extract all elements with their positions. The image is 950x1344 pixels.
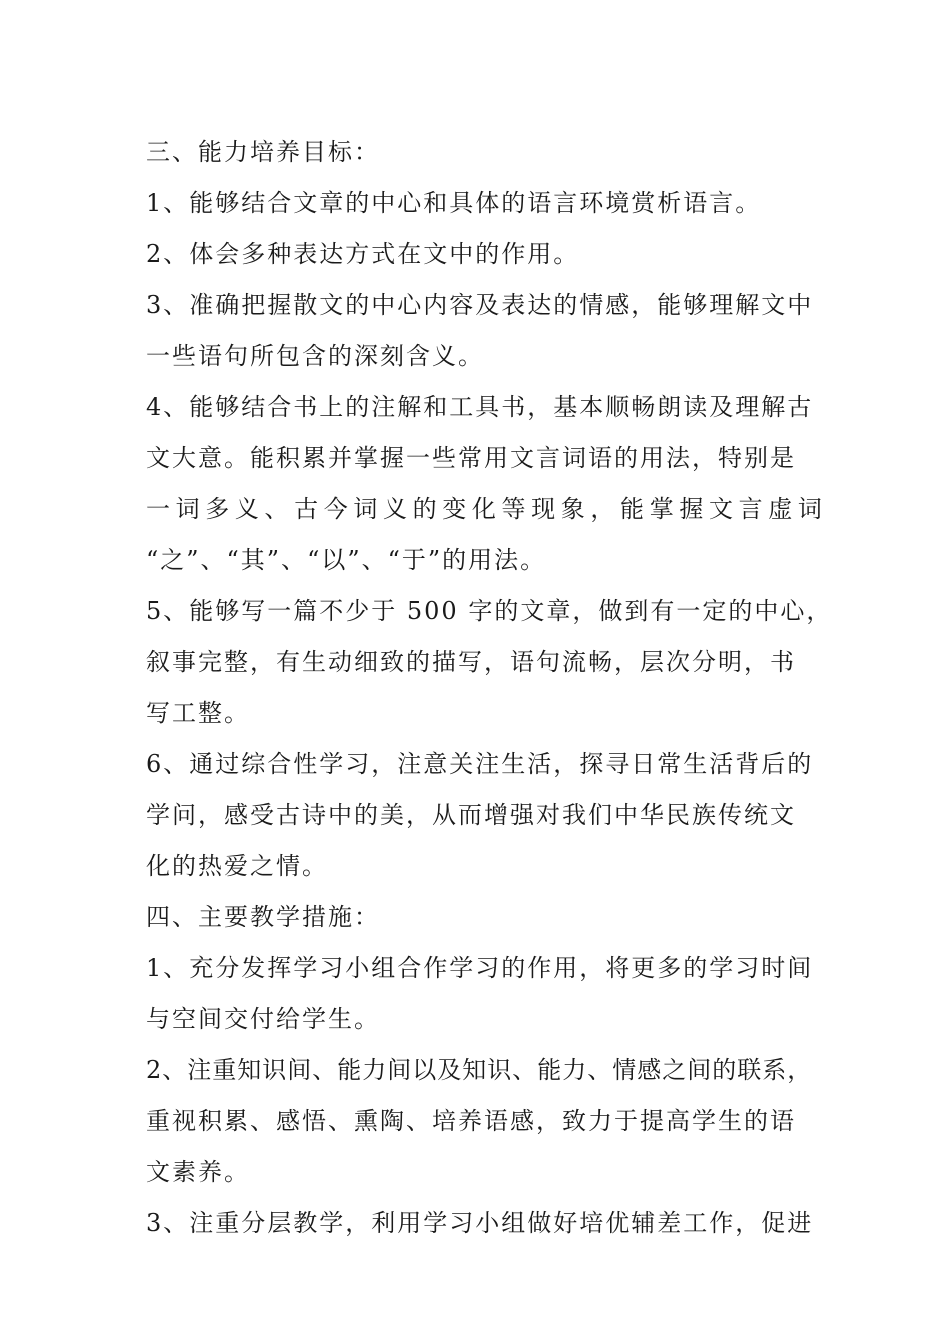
goal-item-4-line-3: 一 词 多 义 、 古 今 词 义 的 变 化 等 现 象 ， 能 掌 握 文 言 虚 词 (146, 495, 821, 523)
goal-item-6-line-1: 6、通过综合性学习，注意关注生活，探寻日常生活背后的 (146, 750, 814, 778)
measure-item-2-line-3: 文素养。 (146, 1158, 250, 1186)
measure-item-3-line-1: 3、注重分层教学，利用学习小组做好培优辅差工作，促进 (146, 1209, 814, 1237)
goal-item-3-line-1: 3、准确把握散文的中心内容及表达的情感，能够理解文中 (146, 291, 814, 319)
measure-item-1-line-1: 1、充分发挥学习小组合作学习的作用，将更多的学习时间 (146, 954, 814, 982)
goal-item-5-line-3: 写工整。 (146, 699, 250, 727)
goal-item-1: 1、能够结合文章的中心和具体的语言环境赏析语言。 (146, 189, 762, 217)
goal-item-2: 2、体会多种表达方式在文中的作用。 (146, 240, 580, 268)
goal-item-4-line-2: 文大意。能积累并掌握一些常用文言词语的用法，特别是 (146, 444, 796, 472)
measure-item-2-line-2: 重视积累、感悟、熏陶、培养语感，致力于提高学生的语 (146, 1107, 796, 1135)
goal-item-5-line-1: 5、能够写一篇不少于 500 字的文章，做到有一定的中心， (146, 597, 833, 625)
measure-item-1-line-2: 与空间交付给学生。 (146, 1005, 380, 1033)
goal-item-4-line-4: “之”、“其”、“以”、“于”的用法。 (146, 546, 547, 574)
section-heading-ability-goals: 三、能力培养目标： (146, 138, 380, 166)
section-heading-teaching-measures: 四、主要教学措施： (146, 903, 380, 931)
goal-item-6-line-2: 学问，感受古诗中的美，从而增强对我们中华民族传统文 (146, 801, 796, 829)
goal-item-5-line-2: 叙事完整，有生动细致的描写，语句流畅，层次分明，书 (146, 648, 796, 676)
goal-item-6-line-3: 化的热爱之情。 (146, 852, 328, 880)
measure-item-2-line-1: 2、注重知识间、能力间以及知识、能力、情感之间的联系， (146, 1056, 813, 1084)
goal-item-4-line-1: 4、能够结合书上的注解和工具书，基本顺畅朗读及理解古 (146, 393, 814, 421)
goal-item-3-line-2: 一些语句所包含的深刻含义。 (146, 342, 484, 370)
